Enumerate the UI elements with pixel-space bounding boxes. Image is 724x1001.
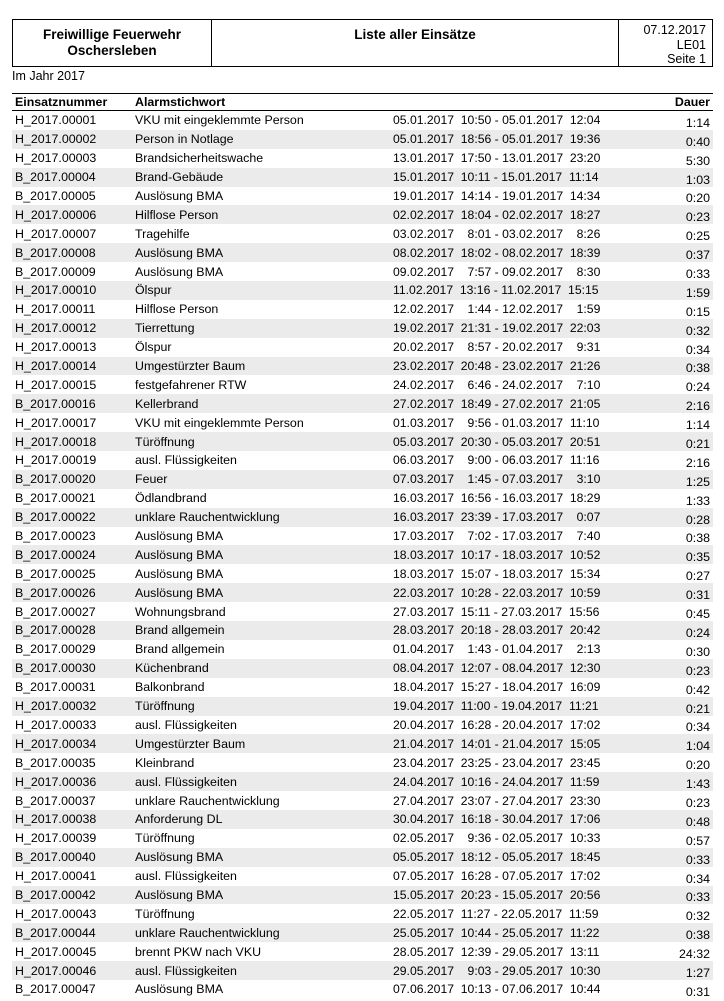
cell-time: 18.04.2017 15:27 - 18.04.2017 16:09 <box>393 680 601 695</box>
cell-keyword: Türöffnung <box>135 906 195 921</box>
cell-id: B_2017.00047 <box>15 982 96 997</box>
table-row <box>12 319 713 338</box>
cell-time: 22.05.2017 11:27 - 22.05.2017 11:59 <box>393 906 599 921</box>
cell-keyword: VKU mit eingeklemmte Person <box>135 415 304 430</box>
cell-id: H_2017.00012 <box>12 319 132 338</box>
cell-keyword: Brand-Gebäude <box>132 168 390 187</box>
table-row <box>12 224 713 243</box>
table-row <box>12 394 713 413</box>
cell-keyword: Türöffnung <box>132 432 390 451</box>
table-row <box>12 300 713 319</box>
table-row <box>12 848 713 867</box>
cell-id: H_2017.00041 <box>15 869 97 884</box>
cell-keyword: Tragehilfe <box>135 226 190 241</box>
cell-time: 30.04.2017 16:18 - 30.04.2017 17:06 <box>390 810 630 829</box>
cell-time: 25.05.2017 10:44 - 25.05.2017 11:22 <box>390 923 630 942</box>
cell-keyword: Tierrettung <box>132 319 390 338</box>
cell-time: 17.03.2017 7:02 - 17.03.2017 7:40 <box>393 529 601 544</box>
cell-duration: 1:14 <box>685 418 710 433</box>
cell-duration: 0:24 <box>630 621 713 640</box>
cell-id: H_2017.00018 <box>12 432 132 451</box>
cell-time: 02.02.2017 18:04 - 02.02.2017 18:27 <box>390 205 630 224</box>
cell-time: 23.04.2017 23:25 - 23.04.2017 23:45 <box>393 755 601 770</box>
table-row <box>12 980 713 999</box>
cell-duration: 0:23 <box>685 795 710 810</box>
column-header-duration: Dauer <box>630 94 713 111</box>
cell-keyword: unklare Rauchentwicklung <box>132 923 390 942</box>
table-row <box>12 338 713 357</box>
table-row <box>12 413 713 432</box>
cell-id: B_2017.00031 <box>15 680 96 695</box>
table-row <box>12 187 713 206</box>
cell-id: H_2017.00036 <box>12 772 132 791</box>
cell-keyword: Auslösung BMA <box>132 848 390 867</box>
cell-duration: 0:40 <box>630 130 713 149</box>
cell-duration: 0:20 <box>685 758 710 773</box>
table-row <box>12 640 713 659</box>
cell-keyword: Auslösung BMA <box>135 982 224 997</box>
cell-time: 02.05.2017 9:36 - 02.05.2017 10:33 <box>393 831 601 846</box>
cell-keyword: Auslösung BMA <box>132 545 390 564</box>
cell-id: B_2017.00030 <box>12 659 132 678</box>
cell-keyword: Türöffnung <box>135 831 195 846</box>
cell-time: 22.03.2017 10:28 - 22.03.2017 10:59 <box>390 583 630 602</box>
cell-time: 05.05.2017 18:12 - 05.05.2017 18:45 <box>390 848 630 867</box>
cell-time: 16.03.2017 23:39 - 17.03.2017 0:07 <box>390 508 630 527</box>
cell-duration: 1:33 <box>685 493 710 508</box>
table-row <box>12 716 713 735</box>
cell-time: 19.01.2017 14:14 - 19.01.2017 14:34 <box>393 189 601 203</box>
cell-keyword: ausl. Flüssigkeiten <box>135 717 237 732</box>
cell-time: 07.06.2017 10:13 - 07.06.2017 10:44 <box>393 982 601 997</box>
cell-id: B_2017.00042 <box>12 886 132 905</box>
cell-time: 29.05.2017 9:03 - 29.05.2017 10:30 <box>390 961 630 980</box>
table-row <box>12 470 713 489</box>
cell-duration: 0:42 <box>685 682 710 697</box>
cell-duration: 0:24 <box>685 380 710 395</box>
cell-keyword: Ödlandbrand <box>135 491 207 506</box>
cell-duration: 0:21 <box>630 697 713 716</box>
cell-id: B_2017.00040 <box>12 848 132 867</box>
cell-id: H_2017.00046 <box>12 961 132 980</box>
cell-id: H_2017.00038 <box>12 810 132 829</box>
cell-id: H_2017.00039 <box>15 831 97 846</box>
cell-time: 03.02.2017 8:01 - 03.02.2017 8:26 <box>393 226 601 241</box>
incident-table-container <box>12 93 713 999</box>
cell-time: 12.02.2017 1:44 - 12.02.2017 1:59 <box>393 302 601 317</box>
cell-keyword: Türöffnung <box>132 697 390 716</box>
table-row <box>12 867 713 886</box>
table-row <box>12 149 713 168</box>
cell-keyword: Brand allgemein <box>132 621 390 640</box>
cell-time: 19.02.2017 21:31 - 19.02.2017 22:03 <box>390 319 630 338</box>
table-row <box>12 583 713 602</box>
column-header-time <box>390 94 630 111</box>
cell-duration: 0:48 <box>630 810 713 829</box>
cell-time: 28.03.2017 20:18 - 28.03.2017 20:42 <box>390 621 630 640</box>
cell-duration: 1:59 <box>630 281 713 300</box>
cell-duration: 0:30 <box>685 644 710 659</box>
cell-duration: 0:38 <box>630 923 713 942</box>
cell-keyword: Kleinbrand <box>135 755 195 770</box>
table-row <box>12 130 713 149</box>
cell-id: B_2017.00024 <box>12 545 132 564</box>
table-row <box>12 697 713 716</box>
cell-duration: 1:14 <box>685 115 710 130</box>
cell-time: 08.04.2017 12:07 - 08.04.2017 12:30 <box>390 659 630 678</box>
cell-id: B_2017.00025 <box>15 566 96 581</box>
table-row <box>12 489 713 508</box>
cell-time: 19.04.2017 11:00 - 19.04.2017 11:21 <box>390 697 630 716</box>
cell-id: B_2017.00044 <box>12 923 132 942</box>
cell-keyword: Küchenbrand <box>132 659 390 678</box>
cell-duration: 0:34 <box>685 342 710 357</box>
cell-duration: 0:32 <box>685 909 710 924</box>
cell-time: 18.03.2017 15:07 - 18.03.2017 15:34 <box>393 566 601 581</box>
cell-keyword: ausl. Flüssigkeiten <box>135 453 237 468</box>
organization-line-1: Freiwillige Feuerwehr <box>42 27 182 42</box>
report-header <box>12 19 713 67</box>
table-header-row <box>12 94 713 111</box>
cell-id: H_2017.00001 <box>15 113 97 128</box>
cell-time: 27.04.2017 23:07 - 27.04.2017 23:30 <box>393 793 601 808</box>
cell-id: H_2017.00034 <box>12 734 132 753</box>
cell-id: B_2017.00004 <box>12 168 132 187</box>
cell-id: B_2017.00022 <box>12 508 132 527</box>
cell-keyword: Person in Notlage <box>132 130 390 149</box>
cell-id: B_2017.00020 <box>12 470 132 489</box>
table-row <box>12 621 713 640</box>
cell-time: 15.01.2017 10:11 - 15.01.2017 11:14 <box>390 168 630 187</box>
cell-id: H_2017.00033 <box>15 717 97 732</box>
cell-id: H_2017.00006 <box>12 205 132 224</box>
report-subtitle: Im Jahr 2017 <box>12 69 85 83</box>
cell-duration: 0:25 <box>685 229 710 244</box>
table-row <box>12 508 713 527</box>
cell-id: H_2017.00011 <box>15 302 96 317</box>
cell-keyword: Umgestürzter Baum <box>132 734 390 753</box>
cell-time: 01.04.2017 1:43 - 01.04.2017 2:13 <box>393 642 601 657</box>
cell-id: H_2017.00014 <box>12 357 132 376</box>
column-header-id: Einsatznummer <box>12 94 132 111</box>
table-row <box>12 451 713 470</box>
cell-time: 21.04.2017 14:01 - 21.04.2017 15:05 <box>390 734 630 753</box>
report-meta <box>619 20 712 66</box>
cell-duration: 0:23 <box>630 659 713 678</box>
cell-id: H_2017.00003 <box>15 151 97 166</box>
incident-table <box>12 93 713 999</box>
cell-keyword: Ölspur <box>135 340 172 355</box>
cell-duration: 0:33 <box>685 267 710 282</box>
table-row <box>12 432 713 451</box>
table-row <box>12 564 713 583</box>
table-row <box>12 659 713 678</box>
cell-duration: 0:27 <box>685 569 710 584</box>
cell-keyword: Anforderung DL <box>132 810 390 829</box>
cell-id: B_2017.00037 <box>15 793 96 808</box>
cell-duration: 1:27 <box>630 961 713 980</box>
cell-id: B_2017.00029 <box>15 642 96 657</box>
table-row <box>12 753 713 772</box>
cell-time: 23.02.2017 20:48 - 23.02.2017 21:26 <box>390 357 630 376</box>
cell-duration: 1:43 <box>630 772 713 791</box>
table-row <box>12 281 713 300</box>
cell-id: H_2017.00045 <box>15 944 97 959</box>
cell-time: 28.05.2017 12:39 - 29.05.2017 13:11 <box>393 944 600 959</box>
cell-duration: 24:32 <box>678 947 710 962</box>
cell-keyword: Auslösung BMA <box>132 886 390 905</box>
cell-time: 07.05.2017 16:28 - 07.05.2017 17:02 <box>393 869 601 884</box>
cell-duration: 0:20 <box>685 191 710 206</box>
cell-duration: 2:16 <box>630 394 713 413</box>
cell-time: 01.03.2017 9:56 - 01.03.2017 11:10 <box>393 415 600 430</box>
report-code: LE01 <box>676 37 706 52</box>
cell-id: H_2017.00015 <box>15 377 97 392</box>
table-row <box>12 886 713 905</box>
cell-keyword: brennt PKW nach VKU <box>135 944 262 959</box>
cell-keyword: Ölspur <box>132 281 390 300</box>
cell-duration: 0:38 <box>630 357 713 376</box>
cell-duration: 1:03 <box>630 168 713 187</box>
cell-keyword: Feuer <box>132 470 390 489</box>
cell-id: B_2017.00028 <box>12 621 132 640</box>
column-header-keyword: Alarmstichwort <box>132 94 390 111</box>
cell-id: H_2017.00043 <box>15 906 97 921</box>
cell-duration: 0:57 <box>685 833 710 848</box>
cell-time: 05.01.2017 18:56 - 05.01.2017 19:36 <box>390 130 630 149</box>
table-row <box>12 772 713 791</box>
table-row <box>12 243 713 262</box>
cell-keyword: ausl. Flüssigkeiten <box>132 772 390 791</box>
organization-name <box>13 20 212 66</box>
cell-time: 15.05.2017 20:23 - 15.05.2017 20:56 <box>390 886 630 905</box>
cell-duration: 0:21 <box>630 432 713 451</box>
cell-keyword: Brand allgemein <box>135 642 225 657</box>
cell-duration: 0:31 <box>685 984 710 999</box>
cell-keyword: Wohnungsbrand <box>135 604 226 619</box>
cell-id: H_2017.00017 <box>15 415 97 430</box>
cell-keyword: Brandsicherheitswache <box>135 151 264 166</box>
report-date: 07.12.2017 <box>643 23 706 37</box>
cell-time: 05.01.2017 10:50 - 05.01.2017 12:04 <box>393 113 601 128</box>
cell-duration: 0:28 <box>630 508 713 527</box>
cell-id: H_2017.00007 <box>15 226 97 241</box>
cell-time: 09.02.2017 7:57 - 09.02.2017 8:30 <box>393 264 601 279</box>
cell-id: H_2017.00032 <box>12 697 132 716</box>
cell-id: H_2017.00013 <box>15 340 97 355</box>
cell-keyword: unklare Rauchentwicklung <box>135 793 280 808</box>
cell-duration: 0:34 <box>685 871 710 886</box>
cell-keyword: Auslösung BMA <box>135 566 224 581</box>
table-row <box>12 375 713 394</box>
cell-time: 24.04.2017 10:16 - 24.04.2017 11:59 <box>390 772 630 791</box>
organization-line-2: Oschersleben <box>67 43 157 58</box>
cell-keyword: Umgestürzter Baum <box>132 357 390 376</box>
cell-keyword: Balkonbrand <box>135 680 205 695</box>
cell-duration: 0:31 <box>630 583 713 602</box>
cell-duration: 0:15 <box>685 304 710 319</box>
table-row <box>12 111 713 130</box>
cell-keyword: ausl. Flüssigkeiten <box>132 961 390 980</box>
cell-id: B_2017.00027 <box>15 604 96 619</box>
cell-id: B_2017.00026 <box>12 583 132 602</box>
cell-keyword: Kellerbrand <box>132 394 390 413</box>
cell-id: B_2017.00005 <box>15 189 96 203</box>
table-row <box>12 262 713 281</box>
cell-id: H_2017.00002 <box>12 130 132 149</box>
cell-id: H_2017.00010 <box>12 281 132 300</box>
cell-time: 08.02.2017 18:02 - 08.02.2017 18:39 <box>390 243 630 262</box>
table-row <box>12 678 713 697</box>
table-row <box>12 357 713 376</box>
cell-keyword: Hilflose Person <box>135 302 219 317</box>
cell-keyword: Hilflose Person <box>132 205 390 224</box>
cell-keyword: Auslösung BMA <box>135 189 224 203</box>
cell-duration: 0:34 <box>685 720 710 735</box>
cell-duration: 0:37 <box>630 243 713 262</box>
cell-keyword: unklare Rauchentwicklung <box>132 508 390 527</box>
cell-duration: 2:16 <box>685 455 710 470</box>
cell-time: 27.02.2017 18:49 - 27.02.2017 21:05 <box>390 394 630 413</box>
table-row <box>12 791 713 810</box>
table-body <box>12 111 713 999</box>
cell-duration: 0:33 <box>630 848 713 867</box>
cell-time: 18.03.2017 10:17 - 18.03.2017 10:52 <box>390 545 630 564</box>
cell-duration: 0:35 <box>630 545 713 564</box>
cell-time: 07.03.2017 1:45 - 07.03.2017 3:10 <box>390 470 630 489</box>
cell-id: B_2017.00016 <box>12 394 132 413</box>
cell-duration: 0:45 <box>685 607 710 622</box>
cell-time: 20.02.2017 8:57 - 20.02.2017 9:31 <box>393 340 601 355</box>
cell-duration: 1:04 <box>630 734 713 753</box>
cell-id: H_2017.00019 <box>15 453 97 468</box>
cell-duration: 0:38 <box>685 531 710 546</box>
cell-time: 05.03.2017 20:30 - 05.03.2017 20:51 <box>390 432 630 451</box>
cell-time: 06.03.2017 9:00 - 06.03.2017 11:16 <box>393 453 600 468</box>
table-row <box>12 205 713 224</box>
table-row <box>12 942 713 961</box>
table-row <box>12 168 713 187</box>
report-title: Liste aller Einsätze <box>212 20 619 66</box>
cell-id: B_2017.00008 <box>12 243 132 262</box>
table-row <box>12 923 713 942</box>
cell-keyword: VKU mit eingeklemmte Person <box>135 113 304 128</box>
cell-id: B_2017.00023 <box>15 529 96 544</box>
cell-keyword: festgefahrener RTW <box>135 377 247 392</box>
cell-time: 20.04.2017 16:28 - 20.04.2017 17:02 <box>393 717 601 732</box>
cell-duration: 0:32 <box>630 319 713 338</box>
cell-duration: 5:30 <box>685 153 710 168</box>
cell-keyword: Auslösung BMA <box>135 529 224 544</box>
table-row <box>12 829 713 848</box>
table-row <box>12 810 713 829</box>
table-row <box>12 734 713 753</box>
table-row <box>12 961 713 980</box>
cell-duration: 1:25 <box>630 470 713 489</box>
cell-time: 13.01.2017 17:50 - 13.01.2017 23:20 <box>393 151 601 166</box>
table-row <box>12 545 713 564</box>
cell-duration: 0:33 <box>630 886 713 905</box>
table-row <box>12 527 713 546</box>
cell-duration: 0:23 <box>630 205 713 224</box>
cell-keyword: Auslösung BMA <box>132 243 390 262</box>
cell-time: 11.02.2017 13:16 - 11.02.2017 15:15 <box>390 281 630 300</box>
cell-time: 24.02.2017 6:46 - 24.02.2017 7:10 <box>393 377 601 392</box>
cell-id: B_2017.00021 <box>15 491 96 506</box>
table-row <box>12 602 713 621</box>
cell-time: 27.03.2017 15:11 - 27.03.2017 15:56 <box>393 604 600 619</box>
cell-keyword: ausl. Flüssigkeiten <box>135 869 237 884</box>
cell-keyword: Auslösung BMA <box>135 264 224 279</box>
cell-id: B_2017.00009 <box>15 264 96 279</box>
cell-keyword: Auslösung BMA <box>132 583 390 602</box>
cell-id: B_2017.00035 <box>15 755 96 770</box>
page-number: Seite 1 <box>667 52 706 66</box>
cell-time: 16.03.2017 16:56 - 16.03.2017 18:29 <box>393 491 601 506</box>
table-row <box>12 904 713 923</box>
